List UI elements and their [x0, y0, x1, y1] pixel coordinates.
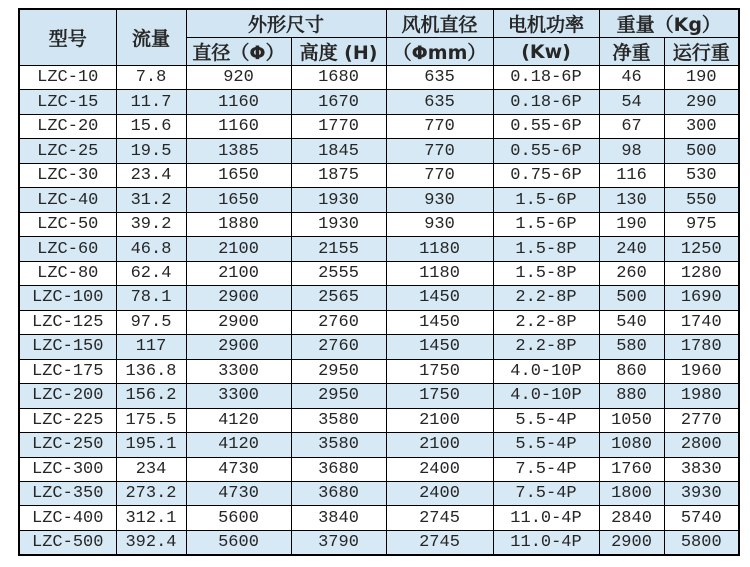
cell-diameter: 920 — [186, 66, 291, 90]
cell-model: LZC-50 — [19, 212, 116, 236]
cell-fan_diameter: 2400 — [386, 481, 493, 505]
cell-model: LZC-150 — [19, 335, 116, 359]
cell-operating_weight: 2800 — [664, 433, 739, 457]
cell-fan_diameter: 1750 — [386, 384, 493, 408]
cell-fan_diameter: 2100 — [386, 433, 493, 457]
cell-motor_power: 5.5-4P — [493, 408, 599, 432]
cell-fan_diameter: 770 — [386, 139, 493, 163]
cell-operating_weight: 1780 — [664, 335, 739, 359]
cell-motor_power: 2.2-8P — [493, 286, 599, 310]
cell-net_weight: 1760 — [599, 457, 664, 481]
cell-height: 1875 — [291, 163, 386, 187]
header-motor-power-unit: (Kw) — [493, 38, 599, 66]
cell-motor_power: 0.18-6P — [493, 90, 599, 114]
cell-model: LZC-125 — [19, 310, 116, 334]
cell-operating_weight: 190 — [664, 66, 739, 90]
cell-flow: 46.8 — [116, 237, 186, 261]
cell-model: LZC-60 — [19, 237, 116, 261]
cell-diameter: 2900 — [186, 286, 291, 310]
cell-height: 3680 — [291, 481, 386, 505]
cell-diameter: 1385 — [186, 139, 291, 163]
cell-net_weight: 2900 — [599, 530, 664, 555]
table-row — [19, 212, 739, 236]
cell-model: LZC-350 — [19, 481, 116, 505]
spec-table-body — [19, 66, 739, 556]
cell-net_weight: 500 — [599, 286, 664, 310]
cell-operating_weight: 3930 — [664, 481, 739, 505]
cell-diameter: 1880 — [186, 212, 291, 236]
cell-operating_weight: 550 — [664, 188, 739, 212]
cell-diameter: 1160 — [186, 90, 291, 114]
cell-net_weight: 190 — [599, 212, 664, 236]
header-fan-diameter: 风机直径 — [386, 9, 493, 38]
cell-height: 1930 — [291, 188, 386, 212]
table-row — [19, 457, 739, 481]
table-row — [19, 114, 739, 138]
cell-motor_power: 0.18-6P — [493, 66, 599, 90]
cell-motor_power: 0.55-6P — [493, 139, 599, 163]
table-row — [19, 359, 739, 383]
table-row — [19, 237, 739, 261]
cell-height: 2565 — [291, 286, 386, 310]
cell-operating_weight: 2770 — [664, 408, 739, 432]
header-fan-diameter-unit: （Φmm） — [386, 38, 493, 66]
cell-height: 1680 — [291, 66, 386, 90]
cell-height: 1930 — [291, 212, 386, 236]
cell-flow: 39.2 — [116, 212, 186, 236]
cell-fan_diameter: 770 — [386, 114, 493, 138]
cell-motor_power: 4.0-10P — [493, 384, 599, 408]
cell-operating_weight: 5740 — [664, 506, 739, 530]
cell-flow: 15.6 — [116, 114, 186, 138]
cell-model: LZC-10 — [19, 66, 116, 90]
cell-operating_weight: 1250 — [664, 237, 739, 261]
cell-operating_weight: 500 — [664, 139, 739, 163]
cell-model: LZC-300 — [19, 457, 116, 481]
cell-diameter: 1160 — [186, 114, 291, 138]
cell-height: 3580 — [291, 408, 386, 432]
cell-height: 2760 — [291, 335, 386, 359]
cell-fan_diameter: 1450 — [386, 335, 493, 359]
header-dimensions: 外形尺寸 — [186, 9, 386, 38]
cell-height: 3790 — [291, 530, 386, 555]
cell-flow: 312.1 — [116, 506, 186, 530]
cell-height: 2760 — [291, 310, 386, 334]
cell-flow: 117 — [116, 335, 186, 359]
cell-net_weight: 260 — [599, 261, 664, 285]
cell-model: LZC-250 — [19, 433, 116, 457]
cell-height: 2155 — [291, 237, 386, 261]
cell-net_weight: 1080 — [599, 433, 664, 457]
cell-operating_weight: 1280 — [664, 261, 739, 285]
cell-fan_diameter: 1450 — [386, 310, 493, 334]
cell-diameter: 4120 — [186, 408, 291, 432]
cell-net_weight: 98 — [599, 139, 664, 163]
table-row — [19, 506, 739, 530]
cell-operating_weight: 1980 — [664, 384, 739, 408]
cell-flow: 136.8 — [116, 359, 186, 383]
cell-diameter: 2100 — [186, 261, 291, 285]
cell-motor_power: 2.2-8P — [493, 335, 599, 359]
cell-net_weight: 2840 — [599, 506, 664, 530]
cell-model: LZC-25 — [19, 139, 116, 163]
cell-model: LZC-80 — [19, 261, 116, 285]
cell-height: 1670 — [291, 90, 386, 114]
cell-fan_diameter: 635 — [386, 66, 493, 90]
cell-flow: 195.1 — [116, 433, 186, 457]
cell-height: 2555 — [291, 261, 386, 285]
cell-fan_diameter: 930 — [386, 188, 493, 212]
cell-net_weight: 116 — [599, 163, 664, 187]
cell-diameter: 3300 — [186, 359, 291, 383]
cell-model: LZC-200 — [19, 384, 116, 408]
cell-operating_weight: 3830 — [664, 457, 739, 481]
cell-flow: 11.7 — [116, 90, 186, 114]
cell-model: LZC-15 — [19, 90, 116, 114]
table-row — [19, 139, 739, 163]
cell-motor_power: 0.55-6P — [493, 114, 599, 138]
cell-diameter: 4730 — [186, 457, 291, 481]
cell-height: 1845 — [291, 139, 386, 163]
cell-net_weight: 67 — [599, 114, 664, 138]
table-row — [19, 261, 739, 285]
cell-diameter: 1650 — [186, 188, 291, 212]
header-diameter: 直径（Φ） — [186, 38, 291, 66]
cell-net_weight: 580 — [599, 335, 664, 359]
cell-motor_power: 1.5-6P — [493, 188, 599, 212]
cell-fan_diameter: 1450 — [386, 286, 493, 310]
cell-diameter: 4730 — [186, 481, 291, 505]
cell-motor_power: 11.0-4P — [493, 530, 599, 555]
cell-diameter: 3300 — [186, 384, 291, 408]
cell-flow: 62.4 — [116, 261, 186, 285]
cell-net_weight: 540 — [599, 310, 664, 334]
cell-net_weight: 880 — [599, 384, 664, 408]
header-flow: 流量 — [116, 9, 186, 66]
cell-height: 3580 — [291, 433, 386, 457]
cell-motor_power: 11.0-4P — [493, 506, 599, 530]
cell-model: LZC-225 — [19, 408, 116, 432]
cell-fan_diameter: 2100 — [386, 408, 493, 432]
cell-fan_diameter: 770 — [386, 163, 493, 187]
cell-motor_power: 2.2-8P — [493, 310, 599, 334]
cell-diameter: 2100 — [186, 237, 291, 261]
cell-fan_diameter: 930 — [386, 212, 493, 236]
table-row — [19, 188, 739, 212]
cell-motor_power: 7.5-4P — [493, 481, 599, 505]
cell-flow: 78.1 — [116, 286, 186, 310]
table-row — [19, 90, 739, 114]
cell-motor_power: 5.5-4P — [493, 433, 599, 457]
cell-height: 1770 — [291, 114, 386, 138]
cell-flow: 234 — [116, 457, 186, 481]
table-row — [19, 433, 739, 457]
cell-operating_weight: 300 — [664, 114, 739, 138]
cell-model: LZC-20 — [19, 114, 116, 138]
spec-table — [18, 8, 740, 556]
cell-operating_weight: 290 — [664, 90, 739, 114]
cell-motor_power: 1.5-6P — [493, 212, 599, 236]
cell-diameter: 5600 — [186, 506, 291, 530]
cell-flow: 156.2 — [116, 384, 186, 408]
cell-net_weight: 240 — [599, 237, 664, 261]
header-weight: 重量（Kg） — [599, 9, 739, 38]
cell-motor_power: 0.75-6P — [493, 163, 599, 187]
cell-fan_diameter: 2400 — [386, 457, 493, 481]
cell-diameter: 2900 — [186, 310, 291, 334]
cell-operating_weight: 1960 — [664, 359, 739, 383]
cell-model: LZC-500 — [19, 530, 116, 555]
spec-table-header — [19, 9, 739, 66]
cell-net_weight: 1050 — [599, 408, 664, 432]
table-row — [19, 286, 739, 310]
table-row — [19, 530, 739, 555]
cell-operating_weight: 975 — [664, 212, 739, 236]
cell-diameter: 5600 — [186, 530, 291, 555]
cell-height: 2950 — [291, 359, 386, 383]
cell-net_weight: 46 — [599, 66, 664, 90]
cell-height: 3680 — [291, 457, 386, 481]
cell-operating_weight: 530 — [664, 163, 739, 187]
table-row — [19, 384, 739, 408]
cell-fan_diameter: 1750 — [386, 359, 493, 383]
cell-model: LZC-40 — [19, 188, 116, 212]
cell-motor_power: 1.5-8P — [493, 261, 599, 285]
cell-fan_diameter: 2745 — [386, 530, 493, 555]
table-row — [19, 66, 739, 90]
table-row — [19, 408, 739, 432]
header-row-1 — [19, 9, 739, 38]
cell-fan_diameter: 1180 — [386, 237, 493, 261]
cell-motor_power: 1.5-8P — [493, 237, 599, 261]
table-row — [19, 310, 739, 334]
cell-model: LZC-400 — [19, 506, 116, 530]
table-row — [19, 335, 739, 359]
cell-diameter: 4120 — [186, 433, 291, 457]
cell-height: 2950 — [291, 384, 386, 408]
cell-diameter: 2900 — [186, 335, 291, 359]
cell-model: LZC-175 — [19, 359, 116, 383]
cell-operating_weight: 1690 — [664, 286, 739, 310]
cell-flow: 273.2 — [116, 481, 186, 505]
cell-net_weight: 130 — [599, 188, 664, 212]
cell-operating_weight: 1740 — [664, 310, 739, 334]
header-motor-power: 电机功率 — [493, 9, 599, 38]
cell-fan_diameter: 635 — [386, 90, 493, 114]
header-model: 型号 — [19, 9, 116, 66]
cell-height: 3840 — [291, 506, 386, 530]
cell-model: LZC-30 — [19, 163, 116, 187]
cell-flow: 23.4 — [116, 163, 186, 187]
cell-flow: 175.5 — [116, 408, 186, 432]
cell-flow: 19.5 — [116, 139, 186, 163]
cell-fan_diameter: 2745 — [386, 506, 493, 530]
cell-model: LZC-100 — [19, 286, 116, 310]
cell-net_weight: 54 — [599, 90, 664, 114]
table-row — [19, 481, 739, 505]
cell-operating_weight: 5800 — [664, 530, 739, 555]
cell-flow: 97.5 — [116, 310, 186, 334]
header-net-weight: 净重 — [599, 38, 664, 66]
cell-flow: 392.4 — [116, 530, 186, 555]
table-row — [19, 163, 739, 187]
cell-motor_power: 4.0-10P — [493, 359, 599, 383]
cell-net_weight: 860 — [599, 359, 664, 383]
cell-fan_diameter: 1180 — [386, 261, 493, 285]
cell-flow: 7.8 — [116, 66, 186, 90]
header-height: 高度 (H) — [291, 38, 386, 66]
cell-diameter: 1650 — [186, 163, 291, 187]
header-operating-weight: 运行重 — [664, 38, 739, 66]
cell-net_weight: 1800 — [599, 481, 664, 505]
cell-motor_power: 7.5-4P — [493, 457, 599, 481]
cell-flow: 31.2 — [116, 188, 186, 212]
